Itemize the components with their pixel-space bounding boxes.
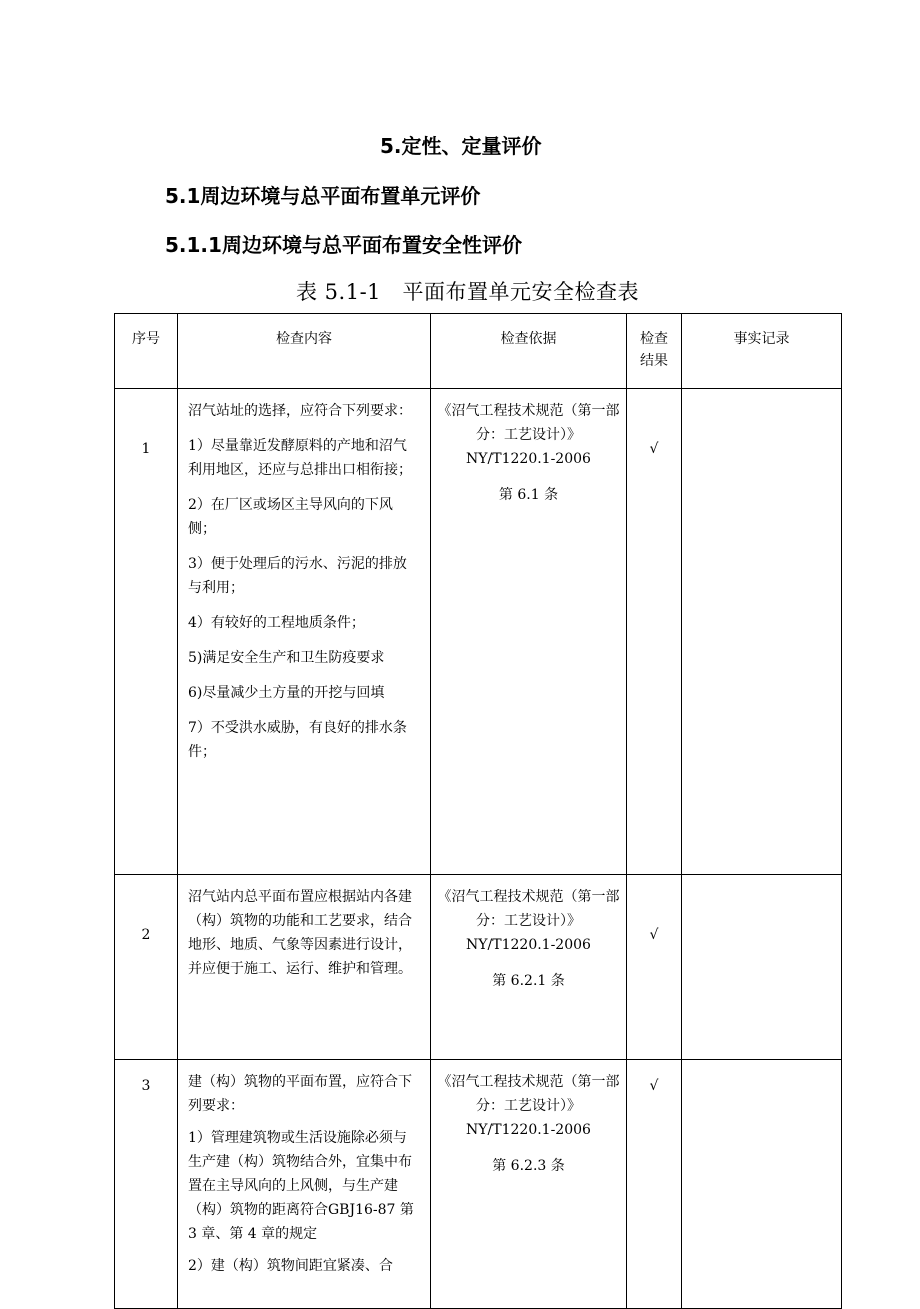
header-basis: 检查依据 [431, 314, 627, 389]
check-content [178, 389, 431, 875]
content-line: 1）管理建筑物或生活设施除必须与生产建（构）筑物结合外，宜集中布置在主导风向的上风侧，与生产建（构）筑物的距离符合GBJ16-87 第 3 章、第 4 章的规定 [188, 1130, 414, 1242]
content-line: 5)满足安全生产和卫生防疫要求 [188, 650, 385, 666]
header-result [627, 314, 682, 389]
table-row [115, 389, 842, 875]
content-line: 3）便于处理后的污水、污泥的排放与利用； [188, 556, 407, 596]
content-line: 2）建（构）筑物间距宜紧凑、合 [188, 1258, 393, 1274]
row-number: 3 [115, 1060, 178, 1309]
check-basis [431, 389, 627, 875]
table-row [115, 1060, 842, 1309]
fact-record [682, 389, 842, 875]
fact-record [682, 1060, 842, 1309]
safety-check-table [114, 313, 842, 1309]
basis-title: 《沼气工程技术规范（第一部分：工艺设计）》 [437, 889, 620, 929]
header-result-line-1: 检查 [640, 331, 668, 347]
table-header-row [115, 314, 842, 389]
basis-standard: NY/T1220.1-2006 [466, 1122, 591, 1138]
header-content: 检查内容 [178, 314, 431, 389]
check-result: √ [627, 389, 682, 875]
check-basis [431, 1060, 627, 1309]
basis-clause: 第 6.2.1 条 [492, 973, 565, 989]
content-line: 1）尽量靠近发酵原料的产地和沼气利用地区，还应与总排出口相衔接； [188, 438, 412, 478]
content-line: 7）不受洪水威胁，有良好的排水条件； [188, 720, 407, 760]
header-record: 事实记录 [682, 314, 842, 389]
content-line: 沼气站址的选择，应符合下列要求： [188, 403, 412, 419]
section-heading-5: 5.定性、定量评价 [380, 134, 542, 158]
content-line: 6)尽量减少土方量的开挖与回填 [188, 685, 385, 701]
header-result-line-2: 结果 [640, 353, 668, 369]
basis-title: 《沼气工程技术规范（第一部分：工艺设计）》 [437, 403, 620, 443]
check-result: √ [627, 1060, 682, 1309]
section-heading-5-1: 5.1周边环境与总平面布置单元评价 [165, 184, 481, 208]
basis-standard: NY/T1220.1-2006 [466, 937, 591, 953]
row-number: 1 [115, 389, 178, 875]
check-content [178, 1060, 431, 1309]
basis-clause: 第 6.2.3 条 [492, 1158, 565, 1174]
table-row [115, 875, 842, 1060]
section-heading-5-1-1: 5.1.1周边环境与总平面布置安全性评价 [165, 233, 522, 257]
content-line: 沼气站内总平面布置应根据站内各建（构）筑物的功能和工艺要求，结合地形、地质、气象等因素进行设计，并应便于施工、运行、维护和管理。 [188, 889, 412, 977]
header-no: 序号 [115, 314, 178, 389]
content-line: 2）在厂区或场区主导风向的下风侧； [188, 497, 393, 537]
check-content [178, 875, 431, 1060]
content-line: 4）有较好的工程地质条件； [188, 615, 365, 631]
table-caption: 表 5.1-1 平面布置单元安全检查表 [296, 280, 640, 304]
basis-title: 《沼气工程技术规范（第一部分：工艺设计）》 [437, 1074, 620, 1114]
fact-record [682, 875, 842, 1060]
check-basis [431, 875, 627, 1060]
check-result: √ [627, 875, 682, 1060]
row-number: 2 [115, 875, 178, 1060]
basis-clause: 第 6.1 条 [498, 487, 559, 503]
content-line: 建（构）筑物的平面布置，应符合下列要求： [188, 1074, 412, 1114]
basis-standard: NY/T1220.1-2006 [466, 451, 591, 467]
